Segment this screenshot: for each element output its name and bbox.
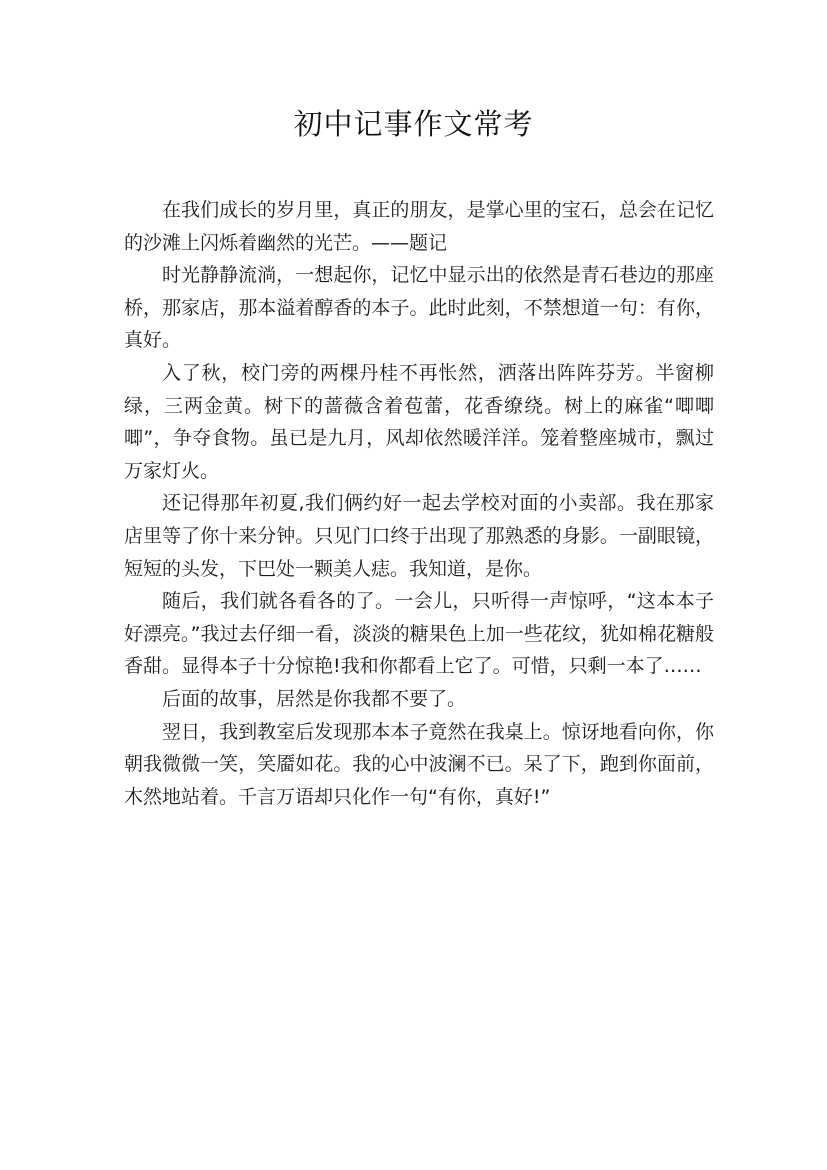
paragraph: 后面的故事，居然是你我都不要了。 [162,687,467,710]
paragraph: 翌日，我到教室后发现那本本子竟然在我桌上。惊讶地看向你，你朝我微微一笑，笑靥如花。我的心中波澜不已。呆了下，跑到你面前，木然地站着。千言万语却只化作一句“有你，真好!” [124,720,714,808]
paragraph: 还记得那年初夏,我们俩约好一起去学校对面的小卖部。我在那家店里等了你十来分钟。只见门口终于出现了那熟悉的身影。一副眼镜，短短的头发，下巴处一颗美人痣。我知道，是你。 [124,492,714,580]
paragraph: 时光静静流淌，一想起你，记忆中显示出的依然是青石巷边的那座桥，那家店，那本溢着醇香的本子。此时此刻，不禁想道一句：有你，真好。 [124,264,714,352]
paragraph: 入了秋，校门旁的两棵丹桂不再怅然，洒落出阵阵芬芳。半窗柳绿，三两金黄。树下的蔷薇含着苞蕾，花香缭绕。树上的麻雀“唧唧唧”，争夺食物。虽已是九月，风却依然暖洋洋。笼着整座城市，飘过万家灯火。 [124,361,714,482]
document-body [124,194,714,813]
paragraph: 在我们成长的岁月里，真正的朋友，是掌心里的宝石，总会在记忆的沙滩上闪烁着幽然的光芒。——题记 [124,199,714,254]
document-title: 初中记事作文常考 [293,107,534,141]
paragraph: 随后，我们就各看各的了。一会儿，只听得一声惊呼，“这本本子好漂亮。”我过去仔细一看，淡淡的糖果色上加一些花纹，犹如棉花糖般香甜。显得本子十分惊艳!我和你都看上它了。可惜，只剩一本了…… [124,590,714,678]
